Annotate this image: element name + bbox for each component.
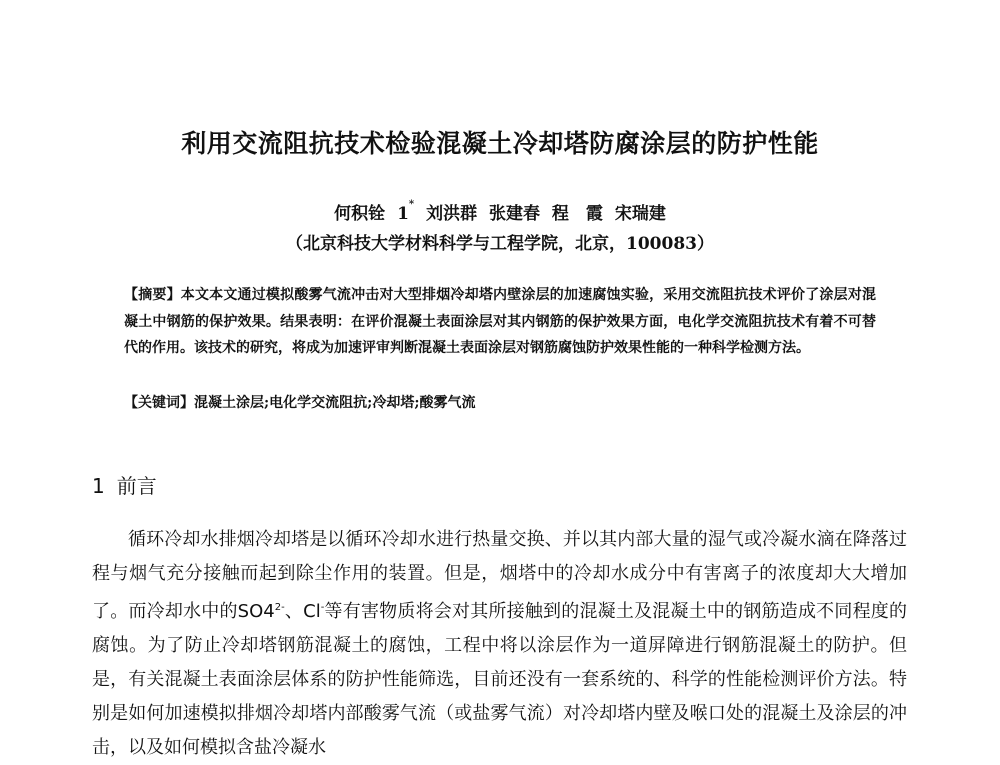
affiliation: （北京科技大学材料科学与工程学院，北京，100083） xyxy=(286,234,714,254)
body-separator: 、 xyxy=(284,601,304,622)
author-affiliation-mark: 1 xyxy=(397,204,409,224)
abstract xyxy=(124,282,876,362)
body-text: 等有害物质将会对其所接触到的混凝土及混凝土中的钢筋造成不同程度的腐蚀。为了防止冷却塔钢筋混凝土的腐蚀，工程中将以涂层作为一道屏障进行钢筋混凝土的防护。但是，有关混凝土表面涂层体系的防护性能筛选，目前还没有一套系统的、科学的性能检测评价方法。特别是如何加速模拟排烟冷却塔内部酸雾气流（或盐雾气流）对冷却塔内壁及喉口处的混凝土及涂层的冲击，以及如何模拟含盐冷凝水 xyxy=(92,601,907,758)
keywords-text: 混凝土涂层;电化学交流阻抗;冷却塔;酸雾气流 xyxy=(194,395,476,411)
keywords-label: 【关键词】 xyxy=(124,395,194,411)
author-name: 程 霞 xyxy=(551,204,603,224)
section-number: 1 xyxy=(92,474,105,498)
keywords xyxy=(124,390,876,417)
author-name: 宋瑞建 xyxy=(614,204,666,224)
body-paragraph xyxy=(92,523,907,765)
author-list xyxy=(0,199,1000,224)
author-name: 刘洪群 xyxy=(426,204,478,224)
section-title: 前言 xyxy=(116,474,157,498)
body-text: 循环冷却水排烟冷却塔是以循环冷却水进行热量交换、并以其内部大量的湿气或冷凝水滴在降落过程与烟气充分接触而起到除尘作用的装置。但是，烟塔中的冷却水成分中有害离子的浓度却大大增加了。而冷却水中的 xyxy=(92,529,907,622)
ion-chloride-charge: - xyxy=(320,602,325,613)
abstract-text: 本文本文通过模拟酸雾气流冲击对大型排烟冷却塔内壁涂层的加速腐蚀实验，采用交流阻抗技术评价了涂层对混凝土中钢筋的保护效果。结果表明：在评价混凝土表面涂层对其内钢筋的保护效果方面，电化学交流阻抗技术有着不可替代的作用。该技术的研究，将成为加速评审判断混凝土表面涂层对钢筋腐蚀防护效果性能的一种科学检测方法。 xyxy=(124,287,877,356)
author-name: 何积铨 xyxy=(334,204,386,224)
paper-title: 利用交流阻抗技术检验混凝土冷却塔防腐涂层的防护性能 xyxy=(181,129,819,158)
ion-sulfate: SO4 xyxy=(237,601,275,622)
ion-sulfate-charge: 2- xyxy=(274,602,285,613)
author-name: 张建春 xyxy=(489,204,540,224)
section-heading xyxy=(92,470,157,499)
corresponding-author-mark: * xyxy=(408,199,415,210)
abstract-label: 【摘要】 xyxy=(124,287,181,303)
ion-chloride: Cl xyxy=(303,601,321,622)
